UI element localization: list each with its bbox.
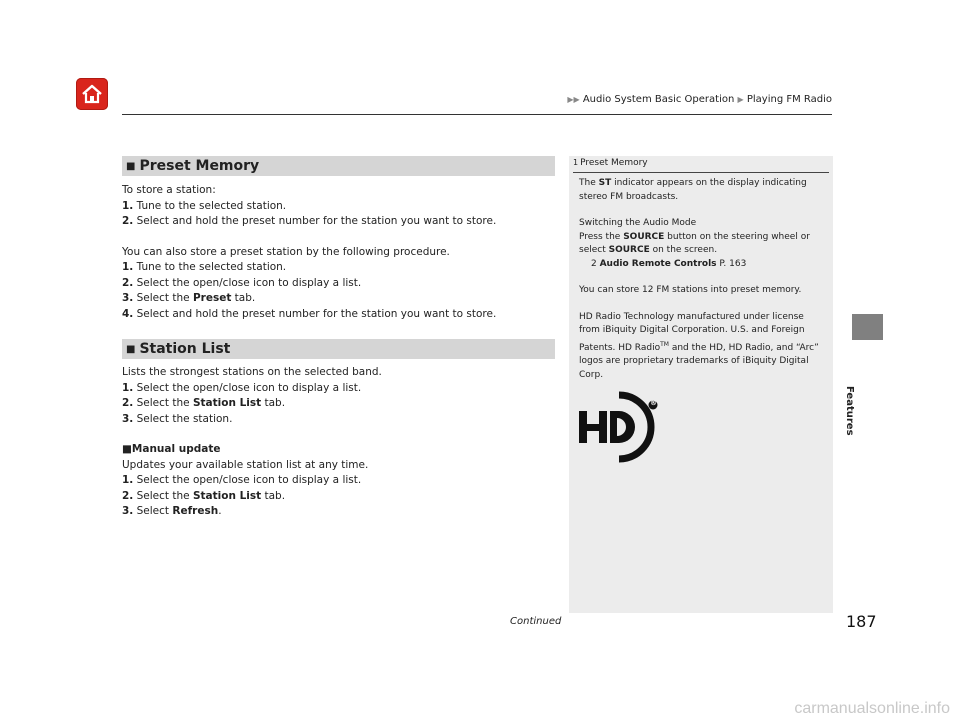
manual-update-intro: Updates your available station list at any time.: [122, 458, 369, 471]
section-header-station-list: [122, 339, 555, 359]
breadcrumb-arrow-icon: ▶▶: [567, 95, 580, 104]
registered-mark: ®: [650, 399, 657, 407]
preset-intro: To store a station:: [122, 184, 216, 196]
manual-update-heading: ■Manual update: [122, 443, 221, 455]
breadcrumb-item-2[interactable]: Playing FM Radio: [746, 94, 832, 105]
preset-intro-2: You can also store a preset station by the following procedure.: [122, 245, 450, 258]
header-rule: [122, 114, 832, 115]
preset-step: 2. Select and hold the preset number for the station you want to store.: [122, 215, 497, 227]
sidebar-note-presets: You can store 12 FM stations into preset memory.: [579, 285, 802, 295]
breadcrumb: [567, 94, 832, 105]
preset-step: 3. Select the Preset tab.: [122, 292, 256, 304]
home-button[interactable]: [76, 78, 108, 110]
station-step: 2. Select the Station List tab.: [122, 397, 286, 409]
section-square-icon: ■: [126, 343, 136, 355]
sidebar-notes: [569, 156, 833, 613]
breadcrumb-arrow-icon: ▶: [737, 95, 744, 104]
sidebar-note-audio-mode: Press the SOURCE button on the steering wheel or select SOURCE on the screen.: [579, 231, 810, 255]
subsection-square-icon: ■: [122, 443, 132, 455]
station-step: 3. Select the station.: [122, 412, 233, 425]
preset-step: 1. Tune to the selected station.: [122, 261, 287, 273]
station-step: 1. Select the open/close icon to display a list.: [122, 381, 362, 394]
section-title: Preset Memory: [139, 158, 260, 174]
home-icon: [76, 78, 108, 110]
station-list-intro: Lists the strongest stations on the selected band.: [122, 366, 382, 378]
sidebar-note-hd-radio: HD Radio Technology manufactured under license from iBiquity Digital Corporation. U.S. and Foreign Patents. HD Radio™ and the HD, HD Radio, and “Arc” logos are proprietary trademarks of iBiquity Digital Corp.: [579, 311, 819, 380]
page-number: 187: [846, 612, 877, 631]
sidebar-note-audio-mode-heading: Switching the Audio Mode: [579, 218, 697, 228]
preset-step: 4. Select and hold the preset number for the station you want to store.: [122, 307, 497, 320]
section-header-preset-memory: [122, 156, 555, 176]
manual-update-step: 1. Select the open/close icon to display a list.: [122, 474, 362, 486]
main-content: [122, 156, 555, 520]
preset-step: 1. Tune to the selected station.: [122, 199, 287, 212]
section-title: Station List: [139, 341, 231, 357]
side-tab-label: Features: [844, 386, 855, 436]
cross-reference-link[interactable]: 2 Audio Remote Controls P. 163: [591, 258, 747, 269]
manual-update-step: 3. Select Refresh.: [122, 505, 222, 517]
sidebar-note-st: The ST indicator appears on the display indicating stereo FM broadcasts.: [579, 178, 807, 202]
manual-update-step: 2. Select the Station List tab.: [122, 489, 286, 502]
watermark: carmanualsonline.info: [794, 700, 950, 717]
reference-arrow-icon: 2: [591, 258, 600, 269]
preset-step: 2. Select the open/close icon to display a list.: [122, 276, 362, 289]
note-marker-icon: 1: [573, 158, 579, 167]
section-square-icon: ■: [126, 160, 136, 172]
continued-label: Continued: [510, 616, 562, 627]
hd-radio-logo: [579, 389, 659, 469]
sidebar-title: 1 Preset Memory: [573, 158, 829, 173]
side-tab-marker: [852, 314, 883, 340]
breadcrumb-item-1[interactable]: Audio System Basic Operation: [582, 94, 735, 105]
